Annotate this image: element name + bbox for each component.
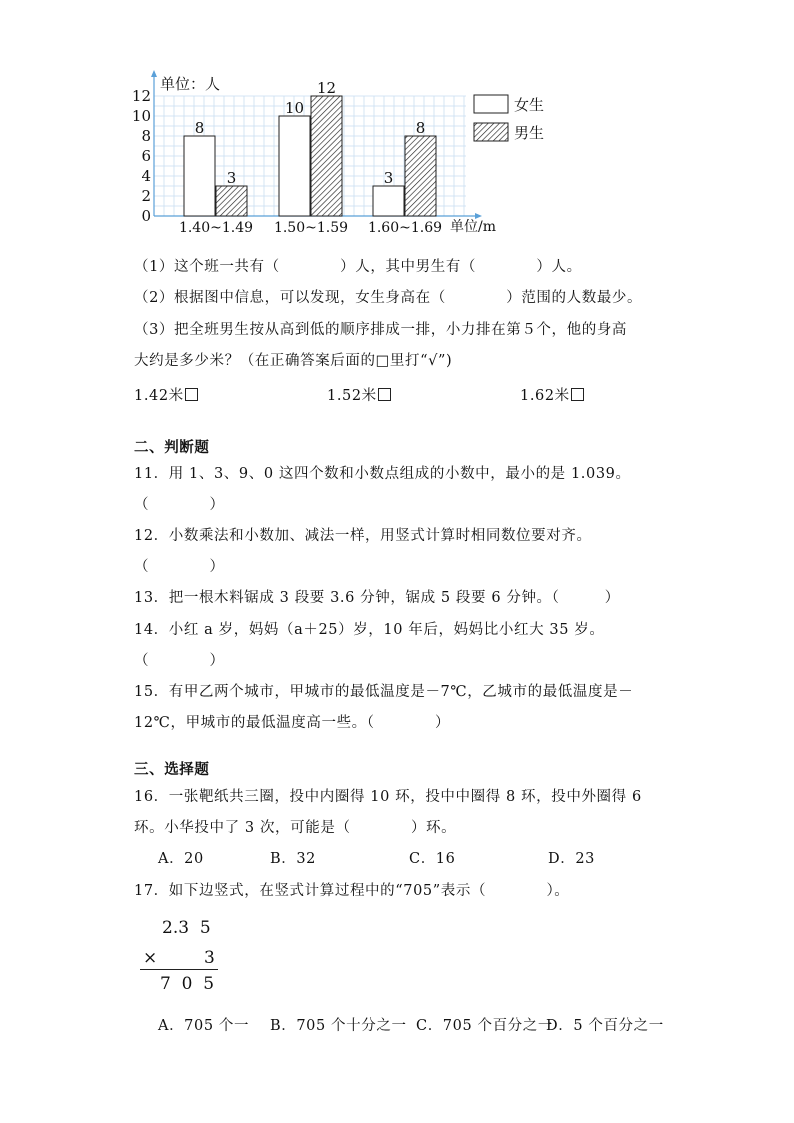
q10-part2: （2）根据图中信息，可以发现，女生身高在（ ）范围的人数最少。: [134, 290, 643, 306]
x-category-label: 1.40~1.49: [178, 220, 254, 236]
x-axis-title: 单位/m: [450, 219, 496, 235]
legend-label-girls: 女生: [514, 96, 545, 114]
section-2-title: 二、判断题: [134, 439, 210, 456]
y-tick-label: 8: [141, 127, 151, 145]
checkbox-icon[interactable]: [185, 388, 198, 401]
section-3-title: 三、选择题: [134, 761, 210, 778]
q12-line1: 12．小数乘法和小数加、减法一样，用竖式计算时相同数位要对齐。: [134, 528, 592, 544]
q16-option-a[interactable]: A．20: [158, 851, 204, 867]
q15-line2: 12℃，甲城市的最低温度高一些。（ ）: [134, 715, 451, 731]
bar-value-label: 12: [316, 79, 337, 97]
q10-option-2-label: 1.52米: [327, 388, 377, 404]
y-tick-label: 12: [131, 87, 151, 105]
q16-line2: 环。小华投中了 3 次，可能是（ ）环。: [134, 820, 457, 836]
calc-product: 7 0 5: [160, 974, 215, 994]
bar-girls: [373, 186, 404, 216]
bar-value-label: 3: [226, 169, 237, 187]
q17-option-a[interactable]: A．705 个一: [158, 1018, 250, 1034]
bar-value-label: 8: [194, 119, 205, 137]
q16-line1: 16．一张靶纸共三圈，投中内圈得 10 环，投中中圈得 8 环，投中外圈得 6: [134, 789, 642, 805]
q17-option-c[interactable]: C．705 个百分之一: [416, 1018, 553, 1034]
y-tick-label: 0: [141, 207, 151, 225]
q16-option-d[interactable]: D．23: [548, 851, 595, 867]
q10-part3-line1: （3）把全班男生按从高到低的顺序排成一排，小力排在第５个，他的身高: [134, 322, 628, 338]
bar-boys: [405, 136, 436, 216]
q14-answer-blank: （ ）: [134, 653, 225, 669]
q10-part1: （1）这个班一共有（ ）人，其中男生有（ ）人。: [134, 259, 582, 275]
bar-girls: [279, 116, 310, 216]
q14-line1: 14．小红 a 岁，妈妈（a＋25）岁，10 年后，妈妈比小红大 35 岁。: [134, 622, 605, 638]
x-category-label: 1.50~1.59: [273, 220, 349, 236]
bar-boys: [311, 96, 342, 216]
q17-option-d[interactable]: D．5 个百分之一: [546, 1018, 664, 1034]
legend-label-boys: 男生: [514, 124, 545, 142]
y-axis-title: 单位：人: [160, 75, 221, 93]
bar-boys: [216, 186, 247, 216]
q11-line1: 11．用 1、3、9、0 这四个数和小数点组成的小数中，最小的是 1.039。: [134, 466, 631, 482]
bar-girls: [184, 136, 215, 216]
q17-option-b[interactable]: B．705 个十分之一: [270, 1018, 407, 1034]
q10-option-1: [134, 384, 198, 405]
q10-option-3: [520, 384, 584, 405]
chart-legend: [474, 95, 544, 142]
y-tick-label: 4: [141, 167, 151, 185]
q10-option-2: [327, 384, 391, 405]
q16-option-b[interactable]: B．32: [270, 851, 317, 867]
calc-multiplier: 3: [204, 948, 215, 968]
q10-part3-line2: 大约是多少米？（在正确答案后面的□里打“√”): [134, 353, 453, 369]
checkbox-icon[interactable]: [378, 388, 391, 401]
q10-option-3-label: 1.62米: [520, 388, 570, 404]
bar-value-label: 3: [383, 169, 394, 187]
q11-answer-blank: （ ）: [134, 497, 225, 513]
legend-swatch-girls: [474, 95, 508, 113]
q16-option-c[interactable]: C．16: [409, 851, 456, 867]
height-bar-chart: [130, 68, 550, 238]
y-tick-label: 2: [141, 187, 151, 205]
q15-line1: 15．有甲乙两个城市，甲城市的最低温度是－7℃，乙城市的最低温度是－: [134, 684, 634, 700]
y-tick-label: 6: [141, 147, 151, 165]
calc-divider-line: [140, 969, 218, 970]
q10-option-1-label: 1.42米: [134, 388, 184, 404]
calc-multiplicand: 2.3 5: [162, 918, 211, 938]
calc-times-sign: ×: [143, 948, 158, 968]
bar-value-label: 10: [284, 99, 305, 117]
x-category-label: 1.60~1.69: [367, 220, 443, 236]
q17-line: 17．如下边竖式，在竖式计算过程中的“705”表示（ ）。: [134, 883, 570, 899]
legend-swatch-boys: [474, 123, 508, 141]
q13-line: 13．把一根木料锯成 3 段要 3.6 分钟，锯成 5 段要 6 分钟。（ ）: [134, 590, 620, 606]
bar-value-label: 8: [415, 119, 426, 137]
checkbox-icon[interactable]: [571, 388, 584, 401]
y-tick-label: 10: [131, 107, 151, 125]
q12-answer-blank: （ ）: [134, 559, 225, 575]
